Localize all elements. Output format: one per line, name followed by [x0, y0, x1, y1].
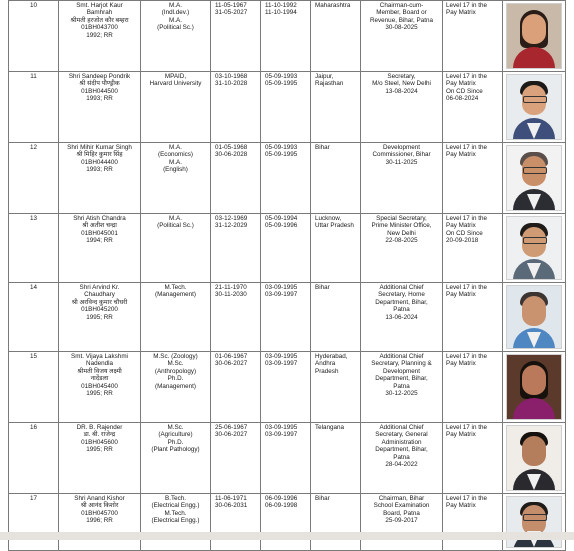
photo-cell [503, 143, 566, 214]
service-dates [261, 423, 311, 494]
date-of-birth-retirement-line: 31-05-2027 [215, 9, 248, 17]
service-dates [261, 214, 311, 283]
date-of-birth-retirement-line: 25-06-1967 [215, 424, 248, 431]
date-of-birth-retirement-line: 30-11-2030 [215, 291, 247, 299]
current-posting-line: M/o Steel, New Delhi [372, 80, 431, 88]
officer-name-line: Smt. Harjot Kaur [76, 2, 123, 9]
officer-name-line: 01BH045700 [81, 509, 118, 517]
qualification-line: M.A. [169, 144, 182, 151]
officer-name-line: 01BH045200 [81, 306, 118, 314]
serial-number [9, 214, 59, 283]
qualification-line: Ph.D. [167, 375, 184, 383]
qualification-line: (Economics) [158, 151, 193, 159]
service-dates-line: 11-10-1992 [265, 2, 297, 9]
officer-photo [506, 354, 562, 420]
photo-glasses [523, 514, 547, 521]
table-row [9, 143, 566, 214]
current-posting-line: 30-12-2025 [385, 390, 418, 398]
date-of-birth-retirement-line: 03-12-1969 [215, 215, 248, 222]
current-posting-line: Development [382, 144, 421, 151]
date-of-birth-retirement-line: 30-06-2027 [215, 431, 248, 439]
service-dates [261, 143, 311, 214]
domicile [311, 1, 361, 72]
qualification-line: MPAID, [164, 73, 187, 80]
qualification-line: M.Sc. [167, 424, 184, 431]
pay-level-line: Level 17 in the [446, 144, 487, 151]
current-posting [361, 494, 443, 551]
date-of-birth-retirement [211, 423, 261, 494]
qualification [141, 283, 211, 352]
current-posting-line: 30-08-2025 [385, 24, 418, 32]
officer-name-line: Bamhrah [86, 9, 113, 17]
current-posting-line: Special Secretary, [376, 215, 427, 222]
current-posting-line: 28-04-2022 [385, 461, 418, 469]
date-of-birth-retirement-line: 01-05-1968 [215, 144, 248, 151]
date-of-birth-retirement [211, 494, 261, 551]
date-of-birth-retirement-line: 31-12-2029 [215, 222, 248, 230]
service-dates-line: 03-09-1997 [265, 431, 298, 439]
qualification-line: M.Sc. (Zoology) [153, 353, 198, 360]
pay-level [443, 494, 503, 551]
qualification-line: (Political Sc.) [157, 24, 194, 32]
serial-number-line: 15 [29, 353, 37, 360]
current-posting-line: Additional Chief [379, 284, 424, 291]
service-dates-line: 05-09-1993 [265, 73, 298, 80]
qualification-line: M.A. [169, 16, 182, 24]
current-posting-line: Additional Chief [379, 424, 424, 431]
pay-level-line: Pay Matrix [446, 502, 476, 510]
current-posting-line: Secretary, Home [378, 291, 425, 299]
officer-photo [506, 3, 562, 69]
date-of-birth-retirement [211, 72, 261, 143]
officer-name-line: 1995; RR [86, 313, 113, 321]
pay-level-line: Level 17 in the [446, 424, 487, 431]
officer-name-line: नादेंडला [90, 375, 109, 383]
officer-name-line: 01BH044500 [81, 87, 118, 95]
officer-name-line: Chaudhary [84, 291, 115, 299]
serial-number-line: 10 [29, 2, 37, 9]
table-row [9, 423, 566, 494]
pay-level-line: Pay Matrix [446, 431, 476, 439]
photo-cell [503, 72, 566, 143]
current-posting-line: 13-06-2024 [385, 313, 418, 321]
current-posting-line: Patna [393, 453, 410, 461]
officer-name [59, 143, 141, 214]
officer-name-line: Smt. Vijaya Lakshmi [71, 353, 128, 360]
qualification-line: M.Tech. [164, 509, 187, 517]
service-dates-line: 06-09-1996 [265, 495, 298, 502]
pay-level-line: 20-09-2018 [446, 237, 479, 245]
pay-level-line: Level 17 in the [446, 73, 487, 80]
current-posting-line: 30-11-2025 [385, 158, 418, 166]
current-posting-line: Secretary, Planning & [371, 360, 432, 368]
current-posting-line: Department, Bihar, [375, 446, 428, 454]
officer-name-line: Shri Sandeep Pondrik [68, 73, 131, 80]
qualification [141, 423, 211, 494]
officer-name-line: 01BH043700 [81, 24, 118, 32]
domicile [311, 72, 361, 143]
qualification [141, 214, 211, 283]
officer-name-line: 1994; RR [86, 237, 113, 245]
qualification-line: (Management) [155, 291, 196, 299]
domicile-line: Hyderabad, [315, 353, 348, 360]
officer-name-line: श्री मिहिर कुमार सिंह [76, 151, 123, 159]
officer-name [59, 1, 141, 72]
domicile-line: Bihar [315, 144, 330, 151]
table-row [9, 352, 566, 423]
current-posting-line: 13-08-2024 [385, 87, 418, 95]
photo-cell [503, 283, 566, 352]
current-posting-line: School Examination [373, 502, 430, 510]
page-bottom-strip [0, 532, 574, 540]
current-posting-line: 25-09-2017 [385, 517, 418, 525]
photo-glasses [523, 96, 547, 103]
service-dates-line: 05-09-1993 [265, 144, 298, 151]
date-of-birth-retirement-line: 03-10-1968 [215, 73, 248, 80]
service-dates-line: 05-09-1996 [265, 222, 298, 230]
domicile-line: Andhra [315, 360, 336, 368]
domicile-line: Telangana [315, 424, 345, 431]
domicile-line: Maharashtra [315, 2, 351, 9]
serial-number-line: 13 [29, 215, 37, 222]
domicile-line: Jaipur, [315, 73, 334, 80]
serial-number [9, 1, 59, 72]
serial-number [9, 143, 59, 214]
pay-level-line: Pay Matrix [446, 151, 476, 159]
officer-name-line: 01BH044400 [81, 158, 118, 166]
serial-number-line: 17 [29, 495, 37, 502]
current-posting-line: Member, Board or [376, 9, 427, 17]
photo-cell [503, 1, 566, 72]
current-posting-line: Board, Patna [383, 509, 420, 517]
date-of-birth-retirement-line: 30-06-2028 [215, 151, 248, 159]
qualification [141, 494, 211, 551]
pay-level-line: Level 17 in the [446, 353, 487, 360]
pay-level-line: On CD Since [446, 87, 483, 95]
serial-number [9, 72, 59, 143]
current-posting [361, 283, 443, 352]
pay-level [443, 72, 503, 143]
domicile [311, 214, 361, 283]
officer-name-line: 1992; RR [86, 31, 113, 39]
service-dates [261, 283, 311, 352]
current-posting [361, 352, 443, 423]
domicile-line: Rajasthan [315, 80, 344, 88]
current-posting-line: 22-08-2025 [385, 237, 418, 245]
qualification-line: (Political Sc.) [157, 222, 194, 230]
officer-name [59, 214, 141, 283]
officer-name-line: 1995; RR [86, 446, 113, 454]
officer-name-line: श्री आनंद किशोर [80, 502, 119, 510]
current-posting-line: Department, Bihar, [375, 375, 428, 383]
serial-number [9, 352, 59, 423]
photo-face [522, 296, 546, 326]
pay-level-line: Pay Matrix [446, 222, 476, 230]
officer-name-line: 1996; RR [86, 517, 113, 525]
pay-level [443, 143, 503, 214]
officer-name-line: 1993; RR [86, 166, 113, 174]
qualification-line: M.A. [169, 215, 182, 222]
officer-photo [506, 145, 562, 211]
pay-level [443, 352, 503, 423]
officer-name-line: श्रीमती विजय लक्ष्मी [77, 367, 122, 375]
officer-name-line: Shri Atish Chandra [73, 215, 126, 222]
photo-cell [503, 423, 566, 494]
officers-table [8, 0, 566, 551]
officer-name [59, 352, 141, 423]
current-posting [361, 1, 443, 72]
domicile [311, 283, 361, 352]
qualification-line: B.Tech. [165, 495, 186, 502]
pay-level-line: Pay Matrix [446, 80, 476, 88]
pay-level [443, 283, 503, 352]
qualification-line: (Electrical Engg.) [151, 502, 200, 510]
officer-photo [506, 74, 562, 140]
current-posting-line: New Delhi [387, 229, 416, 237]
date-of-birth-retirement [211, 352, 261, 423]
officer-name-line: 01BH045001 [81, 229, 118, 237]
qualification-line: (Plant Pathology) [151, 446, 200, 454]
pay-level-line: 06-08-2024 [446, 95, 479, 103]
date-of-birth-retirement [211, 214, 261, 283]
officer-name-line: Shri Mihir Kumar Singh [67, 144, 132, 151]
pay-level-line: Level 17 in the [446, 215, 487, 222]
current-posting [361, 72, 443, 143]
current-posting-line: Administration [381, 438, 422, 446]
pay-level [443, 423, 503, 494]
service-dates-line: 03-09-1997 [265, 291, 298, 299]
photo-face [522, 365, 546, 395]
qualification-line: (Electrical Engg.) [151, 517, 200, 525]
date-of-birth-retirement-line: 01-06-1967 [215, 353, 248, 360]
qualification [141, 72, 211, 143]
service-dates-line: 05-09-1995 [265, 80, 298, 88]
current-posting-line: Commissioner, Bihar [372, 151, 431, 159]
serial-number [9, 283, 59, 352]
service-dates [261, 72, 311, 143]
date-of-birth-retirement-line: 30-06-2027 [215, 360, 248, 368]
officer-name-line: 01BH045400 [81, 382, 118, 390]
officer-photo [506, 496, 562, 548]
photo-cell [503, 352, 566, 423]
pay-level [443, 214, 503, 283]
pay-level [443, 1, 503, 72]
serial-number-line: 16 [29, 424, 37, 431]
qualification-line: Ph.D. [167, 438, 184, 446]
serial-number [9, 494, 59, 551]
table-row [9, 494, 566, 551]
officer-photo [506, 285, 562, 349]
current-posting [361, 143, 443, 214]
service-dates-line: 05-09-1995 [265, 151, 298, 159]
pay-level-line: Pay Matrix [446, 291, 476, 299]
officer-name [59, 423, 141, 494]
current-posting-line: Patna [393, 306, 410, 314]
date-of-birth-retirement [211, 1, 261, 72]
photo-cell [503, 214, 566, 283]
current-posting [361, 214, 443, 283]
qualification [141, 1, 211, 72]
domicile-line: Bihar [315, 284, 330, 291]
date-of-birth-retirement-line: 11-05-1967 [215, 2, 247, 9]
table-row [9, 1, 566, 72]
qualification-line: M.Sc. [167, 360, 184, 368]
current-posting-line: Chairman, Bihar [378, 495, 425, 502]
domicile [311, 494, 361, 551]
current-posting-line: Additional Chief [379, 353, 424, 360]
current-posting-line: Patna [393, 382, 410, 390]
officer-name [59, 283, 141, 352]
qualification [141, 352, 211, 423]
current-posting-line: Chairman-cum- [379, 2, 424, 9]
domicile-line: Uttar Pradesh [315, 222, 354, 230]
service-dates-line: 05-09-1994 [265, 215, 298, 222]
serial-number-line: 11 [30, 73, 37, 80]
photo-glasses [523, 237, 547, 244]
date-of-birth-retirement-line: 11-06-1971 [215, 495, 247, 502]
officer-name [59, 72, 141, 143]
qualification-line: (Agriculture) [158, 431, 193, 439]
officer-name-line: Shri Arvind Kr. [79, 284, 120, 291]
pay-level-line: Pay Matrix [446, 9, 476, 17]
serial-number-line: 14 [29, 284, 37, 291]
current-posting-line: Secretary, [387, 73, 416, 80]
date-of-birth-retirement-line: 21-11-1970 [215, 284, 247, 291]
date-of-birth-retirement-line: 31-10-2028 [215, 80, 248, 88]
officer-photo [506, 216, 562, 280]
domicile-line: Bihar [315, 495, 330, 502]
service-dates [261, 1, 311, 72]
service-dates-line: 03-09-1995 [265, 284, 298, 291]
photo-face [522, 14, 546, 44]
serial-number [9, 423, 59, 494]
officer-name [59, 494, 141, 551]
service-dates-line: 11-10-1994 [265, 9, 297, 17]
pay-level-line: Level 17 in the [446, 284, 487, 291]
table-body [9, 1, 566, 551]
domicile [311, 352, 361, 423]
qualification-line: (English) [163, 166, 188, 174]
officer-name-line: श्री संदीप पौण्ड्रीक [79, 80, 120, 88]
current-posting-line: Revenue, Bihar, Patna [369, 16, 433, 24]
table-row [9, 214, 566, 283]
service-dates-line: 06-09-1998 [265, 502, 298, 510]
officer-name-line: श्रीमती हरजोत कौर बम्हरा [70, 16, 129, 24]
service-dates [261, 352, 311, 423]
domicile-line: Lucknow, [315, 215, 342, 222]
officer-name-line: श्री अरविन्द कुमार चौधरी [71, 298, 128, 306]
service-dates [261, 494, 311, 551]
officer-name-line: DR. B. Rajender [76, 424, 123, 431]
service-dates-line: 03-09-1997 [265, 360, 298, 368]
domicile [311, 423, 361, 494]
pay-level-line: Pay Matrix [446, 360, 476, 368]
current-posting-line: Secretary, General [375, 431, 428, 439]
table-row [9, 283, 566, 352]
service-dates-line: 03-09-1995 [265, 424, 298, 431]
table-row [9, 72, 566, 143]
qualification [141, 143, 211, 214]
qualification-line: Harvard University [149, 80, 202, 88]
current-posting [361, 423, 443, 494]
qualification-line: M.A. [169, 2, 182, 9]
qualification-line: M.Tech. [164, 284, 187, 291]
date-of-birth-retirement-line: 30-06-2031 [215, 502, 248, 510]
serial-number-line: 12 [29, 144, 37, 151]
pay-level-line: On CD Since [446, 229, 483, 237]
officer-name-line: डा. बी. राजेन्द्र [83, 431, 116, 439]
qualification-line: M.A. [169, 158, 182, 166]
officer-name-line: 01BH045600 [81, 438, 118, 446]
service-dates-line: 03-09-1995 [265, 353, 298, 360]
photo-glasses [523, 167, 547, 174]
qualification-line: (Indl.dev.) [161, 9, 190, 17]
officer-name-line: 1995; RR [86, 390, 113, 398]
officer-name-line: 1993; RR [86, 95, 113, 103]
pay-level-line: Level 17 in the [446, 2, 487, 9]
domicile-line: Pradesh [315, 367, 339, 375]
qualification-line: (Anthropology) [154, 367, 197, 375]
photo-face [522, 436, 546, 466]
photo-cell [503, 494, 566, 551]
date-of-birth-retirement [211, 283, 261, 352]
domicile [311, 143, 361, 214]
current-posting-line: Development [382, 367, 421, 375]
officer-name-line: श्री अतीश चन्द्रा [82, 222, 117, 230]
officer-photo [506, 425, 562, 491]
officer-name-line: Nadendla [86, 360, 113, 368]
date-of-birth-retirement [211, 143, 261, 214]
current-posting-line: Prime Minister Office, [371, 222, 432, 230]
qualification-line: (Management) [155, 382, 196, 390]
officer-name-line: Shri Anand Kishor [74, 495, 125, 502]
current-posting-line: Department, Bihar, [375, 298, 428, 306]
pay-level-line: Level 17 in the [446, 495, 487, 502]
